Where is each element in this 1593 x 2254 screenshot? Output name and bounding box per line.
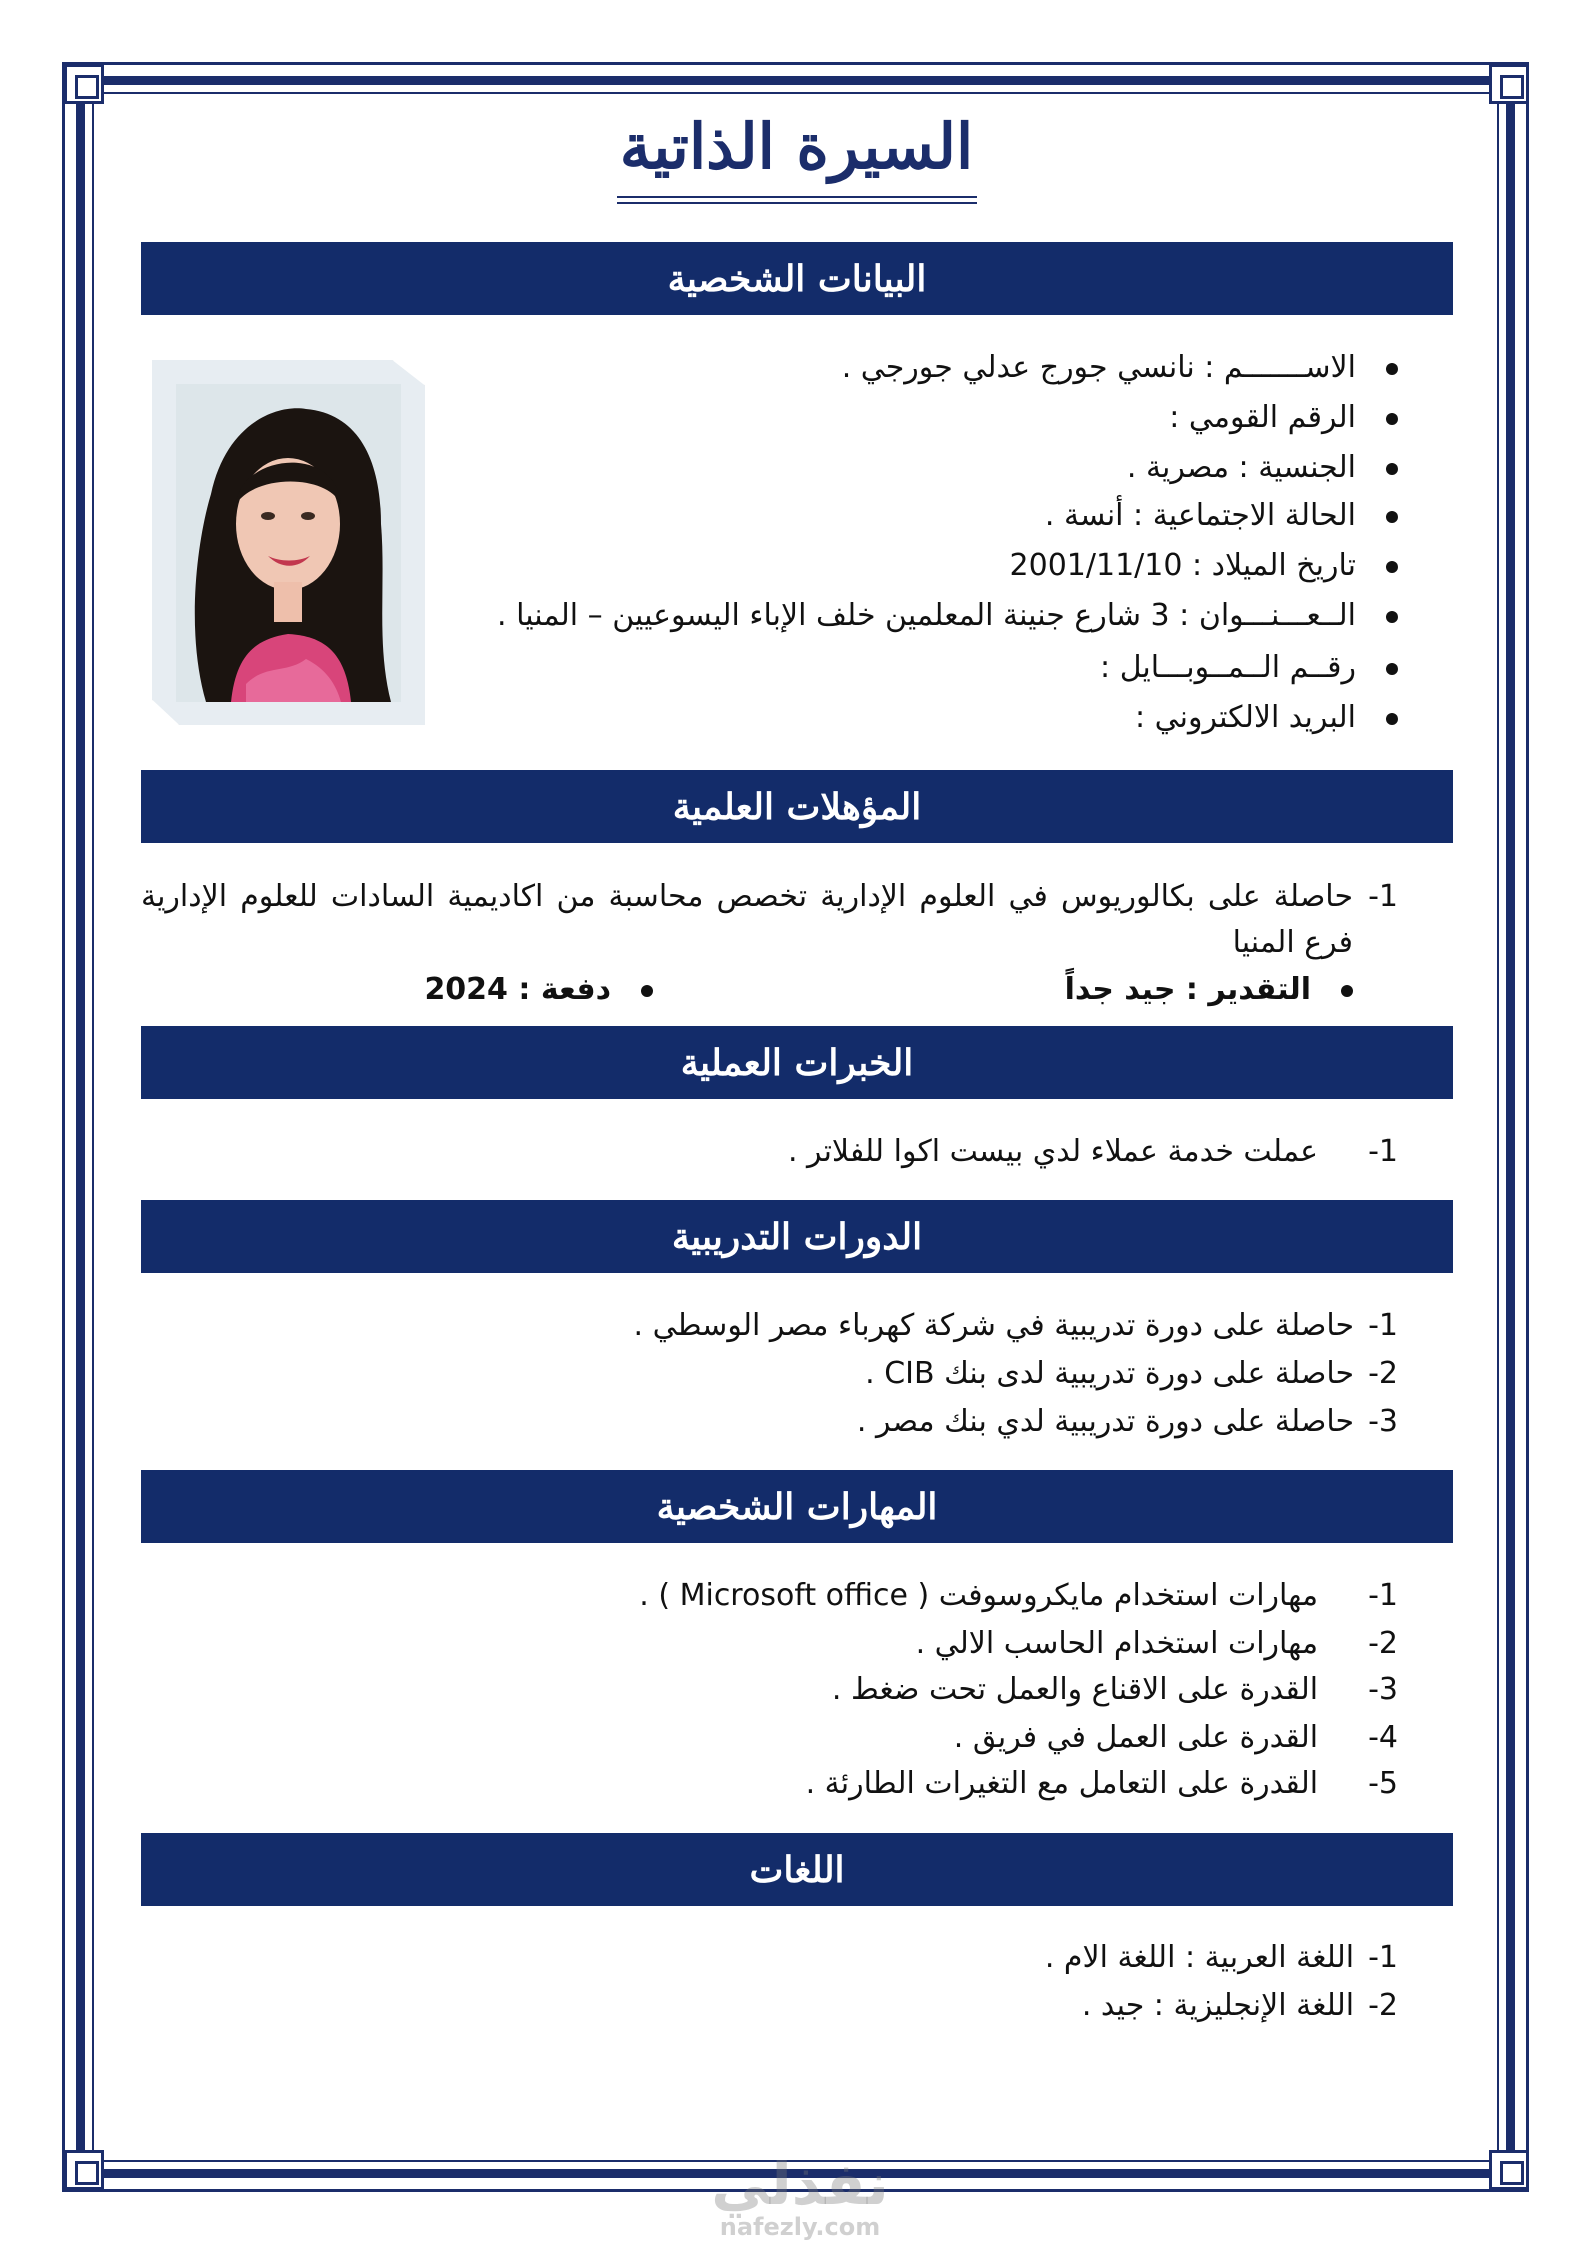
list-item: 5-القدرة على التعامل مع التغيرات الطارئة . [805, 1766, 1398, 1801]
frame-corner-ornament [64, 64, 104, 104]
section-heading-personal: البيانات الشخصية [141, 242, 1453, 315]
batch-line: دفعة : 2024 [424, 970, 653, 1010]
list-item: 1-حاصلة على دورة تدريبية في شركة كهرباء مصر الوسطي . [633, 1308, 1398, 1343]
list-item: 1-مهارات استخدام مايكروسوفت ( Microsoft office ) . [639, 1578, 1398, 1613]
bullet-icon [641, 985, 653, 997]
list-number: 1- [1368, 879, 1398, 914]
list-item: الجنسية : مصرية . [1127, 448, 1398, 488]
list-item: 1-عملت خدمة عملاء لدي بيست اكوا للفلاتر . [787, 1134, 1398, 1169]
section-heading-experience: الخبرات العملية [141, 1026, 1453, 1099]
list-item: تاريخ الميلاد : 2001/11/10 [1010, 546, 1398, 586]
page-title: السيرة الذاتية [619, 110, 974, 183]
section-heading-qualifications: المؤهلات العلمية [141, 770, 1453, 843]
section-heading-skills: المهارات الشخصية [141, 1470, 1453, 1543]
list-item: 2-اللغة الإنجليزية : جيد . [1081, 1988, 1398, 2023]
list-item: 3-القدرة على الاقناع والعمل تحت ضغط . [831, 1672, 1398, 1707]
grade-line: التقدير : جيد جداً [1065, 970, 1353, 1010]
frame-corner-ornament [1489, 64, 1529, 104]
list-item: الــعـــنـــوان : 3 شارع جنينة المعلمين خلف الإباء اليسوعيين – المنيا . [497, 596, 1398, 636]
bullet-icon [1386, 713, 1398, 725]
bullet-icon [1386, 413, 1398, 425]
list-item: 2-حاصلة على دورة تدريبية لدى بنك CIB . [865, 1356, 1398, 1391]
list-item: 1-اللغة العربية : اللغة الام . [1044, 1940, 1398, 1975]
title-underline [617, 196, 977, 204]
bullet-icon [1386, 463, 1398, 475]
list-item: رقــم الــمــوبـــايل : [1100, 648, 1398, 688]
frame-corner-ornament [64, 2150, 104, 2190]
profile-photo [176, 384, 401, 702]
bullet-icon [1341, 985, 1353, 997]
frame-corner-ornament [1489, 2150, 1529, 2190]
qualification-text: حاصلة على بكالوريوس في العلوم الإدارية تخصص محاسبة من اكاديمية السادات للعلوم الإدارية فرع المنيا [141, 879, 1353, 960]
watermark-logo: نفذلي nafezly.com [711, 2150, 889, 2241]
bullet-icon [1386, 663, 1398, 675]
list-item: البريد الالكتروني : [1135, 698, 1398, 738]
bullet-icon [1386, 611, 1398, 623]
bullet-icon [1386, 363, 1398, 375]
list-item: الاســـــــم : نانسي جورج عدلي جورجي . [842, 348, 1398, 388]
list-item: الحالة الاجتماعية : أنسة . [1045, 496, 1398, 536]
list-item: الرقم القومي : [1169, 398, 1398, 438]
list-item: 2-مهارات استخدام الحاسب الالي . [915, 1626, 1398, 1661]
bullet-icon [1386, 511, 1398, 523]
section-heading-languages: اللغات [141, 1833, 1453, 1906]
list-item: 4-القدرة على العمل في فريق . [953, 1720, 1398, 1755]
section-heading-courses: الدورات التدريبية [141, 1200, 1453, 1273]
list-item: 3-حاصلة على دورة تدريبية لدي بنك مصر . [856, 1404, 1398, 1439]
bullet-icon [1386, 561, 1398, 573]
